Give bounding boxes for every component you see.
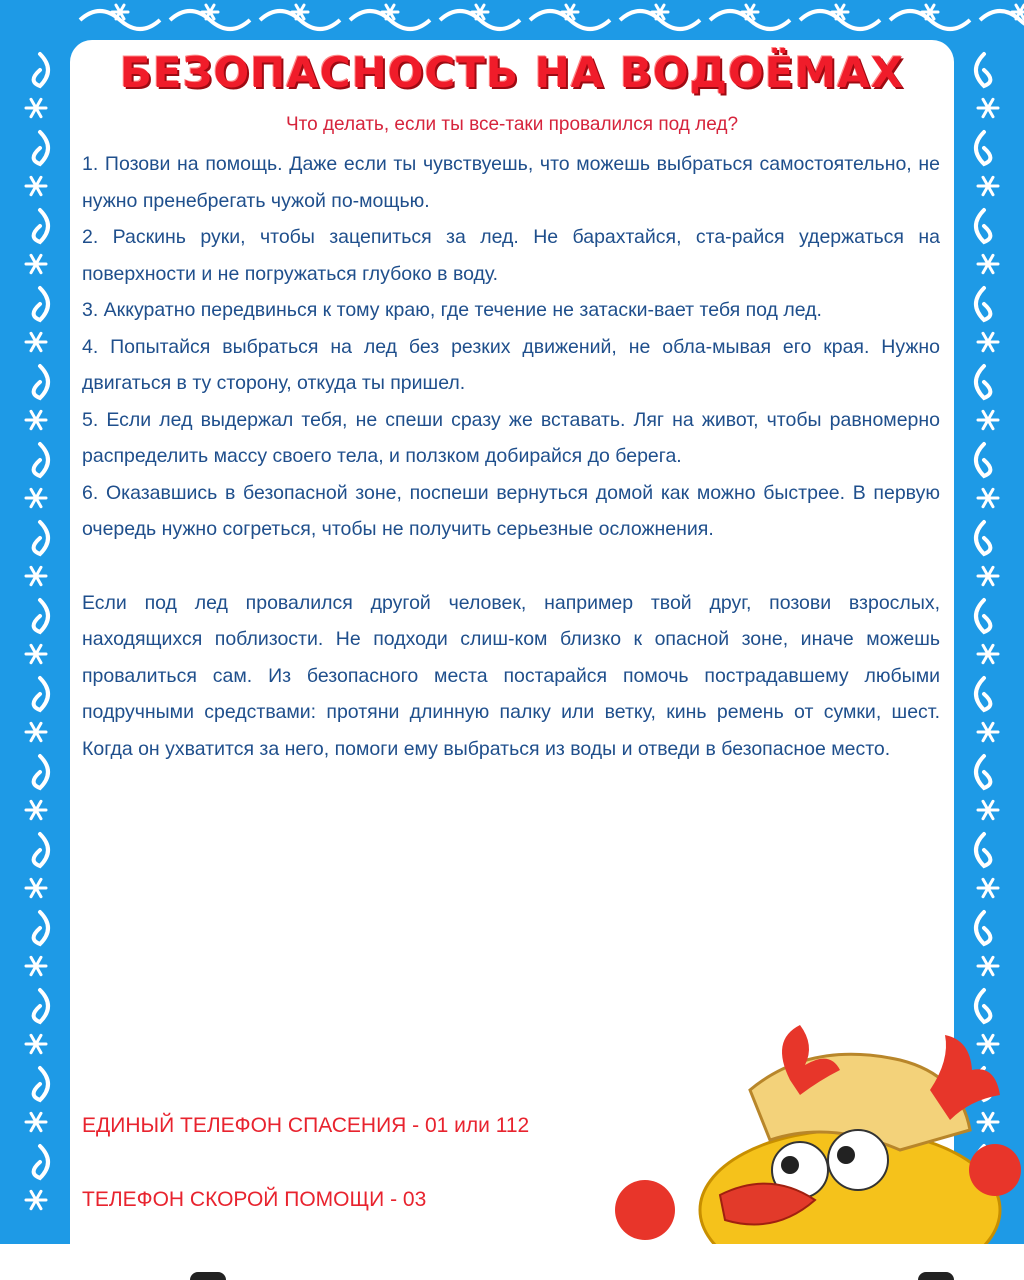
mascot-mitten-left <box>615 1180 675 1240</box>
snowflake-icon <box>26 957 46 974</box>
snowflake-icon <box>978 177 998 194</box>
snowflake-icon <box>978 411 998 428</box>
mascot-eye-right <box>828 1130 888 1190</box>
step-5: 5. Если лед выдержал тебя, не спеши сразу же вставать. Ляг на живот, чтобы равномерно распределить массу своего тела, и ползком добирайся до берега. <box>82 408 940 467</box>
snowflake-icon <box>978 333 998 350</box>
swirl-ornament <box>976 990 990 1022</box>
swirl-ornament <box>976 132 990 164</box>
swirl-ornament <box>34 288 48 320</box>
snowflake-icon <box>978 957 998 974</box>
swirl-ornament <box>34 54 48 86</box>
poster-subtitle: Что делать, если ты все-таки провалился под лед? <box>285 114 739 135</box>
swirl-ornament <box>34 600 48 632</box>
swirl-ornament <box>976 210 990 242</box>
swirl-ornament <box>34 210 48 242</box>
step-6: 6. Оказавшись в безопасной зоне, поспеши вернуться домой как можно быстрее. В первую очередь нужно согреться, чтобы не получить серьезные осложнения. <box>82 481 940 540</box>
snowflake-icon <box>26 879 46 896</box>
swirl-ornament <box>976 54 990 86</box>
bottom-bar <box>0 1244 1024 1280</box>
swirl-ornament <box>34 678 48 710</box>
nav-home-icon[interactable] <box>190 1272 226 1280</box>
mascot-icon <box>600 1020 1024 1244</box>
swirl-ornament <box>34 912 48 944</box>
ambulance-phone: ТЕЛЕФОН СКОРОЙ ПОМОЩИ - 03 <box>82 1188 427 1211</box>
snowflake-icon <box>978 489 998 506</box>
swirl-ornament <box>976 834 990 866</box>
snowflake-icon <box>978 879 998 896</box>
swirl-ornament <box>976 756 990 788</box>
snowflake-icon <box>26 489 46 506</box>
snowflake-icon <box>26 1113 46 1130</box>
swirl-ornament <box>976 288 990 320</box>
swirl-ornament <box>976 522 990 554</box>
rescue-phone: ЕДИНЫЙ ТЕЛЕФОН СПАСЕНИЯ - 01 или 112 <box>82 1114 530 1137</box>
step-4: 4. Попытайся выбраться на лед без резких движений, не обла-мывая его края. Нужно двигаться в ту сторону, откуда ты пришел. <box>82 335 940 394</box>
swirl-ornament <box>34 522 48 554</box>
snowflake-icon <box>978 801 998 818</box>
snowflake-icon <box>978 645 998 662</box>
snowflake-icon <box>978 567 998 584</box>
swirl-ornament <box>976 600 990 632</box>
step-3: 3. Аккуратно передвинься к тому краю, где течение не затаски-вает тебя под лед. <box>82 299 822 321</box>
snowflake-icon <box>978 99 998 116</box>
swirl-ornament <box>976 912 990 944</box>
step-2: 2. Раскинь руки, чтобы зацепиться за лед. Не барахтайся, ста-райся удержаться на поверхности и не погружаться глубоко в воду. <box>82 226 940 285</box>
mascot-pupil-left <box>781 1156 799 1174</box>
snowflake-icon <box>26 645 46 662</box>
swirl-ornament <box>34 366 48 398</box>
snowflake-icon <box>26 255 46 272</box>
swirl-ornament <box>34 1146 48 1178</box>
snowflake-icon <box>26 567 46 584</box>
snowflake-icon <box>26 177 46 194</box>
swirl-ornament <box>34 132 48 164</box>
snowflake-icon <box>26 333 46 350</box>
snowflake-icon <box>978 255 998 272</box>
swirl-ornament <box>34 990 48 1022</box>
swirl-ornament <box>34 1068 48 1100</box>
swirl-ornament <box>976 366 990 398</box>
snowflake-icon <box>26 1191 46 1208</box>
swirl-ornament <box>34 756 48 788</box>
nav-menu-icon[interactable] <box>918 1272 954 1280</box>
snowflake-icon <box>978 723 998 740</box>
step-1: 1. Позови на помощь. Даже если ты чувствуешь, что можешь выбраться самостоятельно, не нужно пренебрегать чужой по-мощью. <box>82 153 940 212</box>
snowflake-icon <box>26 411 46 428</box>
swirl-ornament <box>34 834 48 866</box>
advice-paragraph: Если под лед провалился другой человек, например твой друг, позови взрослых, находящихся поблизости. Не подходи слиш-ком близко к опасной зоне, иначе можешь провалиться сам. Из безопасного места постарайся помочь пострадавшему любыми подручными средствами: протяни длинную палку или ветку, кинь ремень от сумки, шест. Когда он ухватится за него, помоги ему выбраться из воды и отведи в безопасное место. <box>82 591 940 760</box>
poster-title: БЕЗОПАСНОСТЬ НА ВОДОЁМАХ <box>119 48 905 97</box>
snowflake-icon <box>26 801 46 818</box>
snowflake-icon <box>26 723 46 740</box>
swirl-ornament <box>976 678 990 710</box>
snowflake-icon <box>26 1035 46 1052</box>
mascot-mitten-right <box>969 1144 1021 1196</box>
swirl-ornament <box>976 444 990 476</box>
swirl-ornament <box>34 444 48 476</box>
content <box>82 146 940 767</box>
snowflake-icon <box>26 99 46 116</box>
mascot-pupil-right <box>837 1146 855 1164</box>
